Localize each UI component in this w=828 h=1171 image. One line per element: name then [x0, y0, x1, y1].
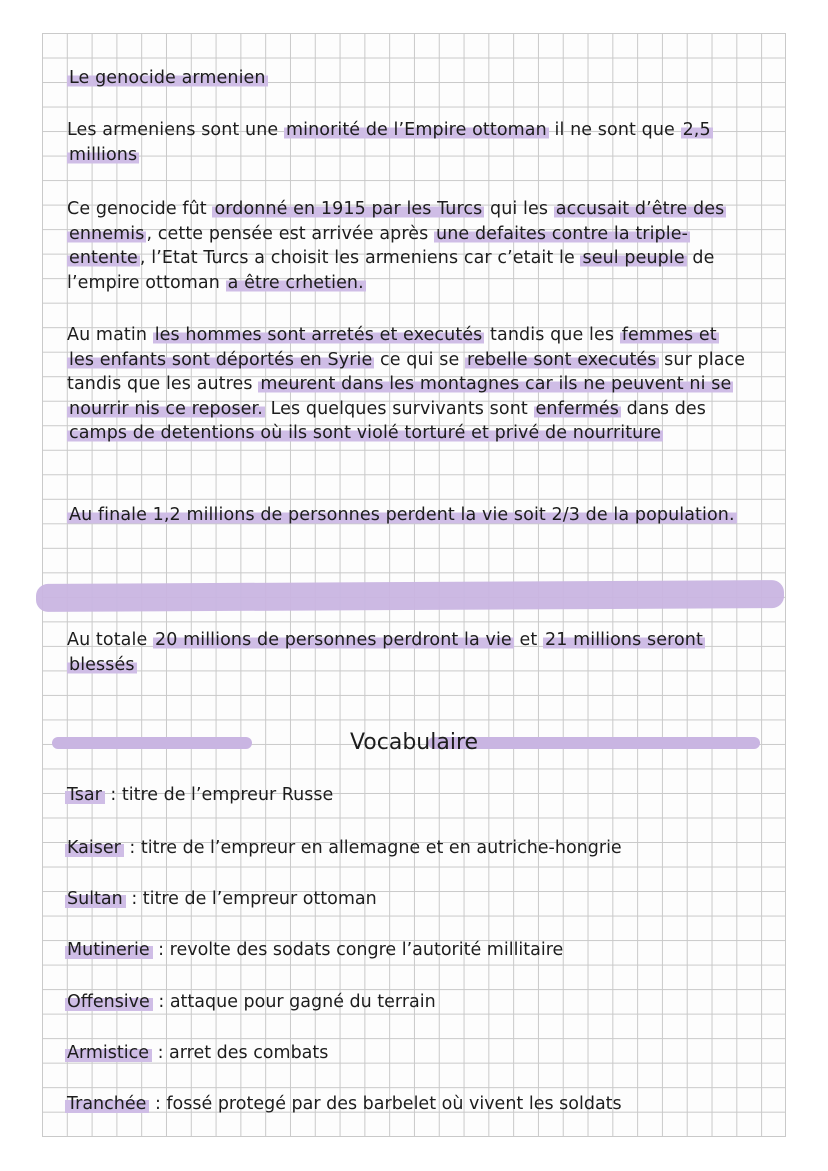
- vocab-term: Tranchée: [65, 1094, 149, 1114]
- highlight: 2,5 millions: [69, 120, 711, 165]
- highlight: camps de detentions où ils sont violé torturé et privé de nourriture: [69, 423, 662, 443]
- vocab-def: : fossé protegé par des barbelet où vivent les soldats: [149, 1094, 622, 1114]
- vocab-item: [67, 1092, 767, 1116]
- vocab-item: [67, 783, 767, 807]
- text: Les quelques survivants sont: [270, 398, 528, 419]
- highlight: une defaites contre la triple-entente: [69, 223, 689, 268]
- text: dans des: [626, 398, 707, 419]
- highlight: Au finale 1,2 millions de personnes perdent la vie soit 2/3 de la population.: [69, 505, 735, 525]
- text: ce qui se: [380, 349, 460, 370]
- text: tandis que les: [490, 325, 615, 345]
- vocab-term: Offensive: [65, 992, 153, 1012]
- vocab-term: Mutinerie: [65, 940, 153, 960]
- highlight: meurent dans les montagnes car ils ne peuvent ni se nourrir nis ce reposer.: [69, 374, 732, 419]
- text: il ne sont que: [554, 120, 675, 140]
- vocab-def: : revolte des sodats congre l’autorité millitaire: [152, 940, 564, 960]
- highlight: ordonné en 1915 par les Turcs: [214, 199, 483, 219]
- vocab-def: : titre de l’empreur ottoman: [125, 889, 377, 909]
- highlight: rebelle sont executés: [467, 349, 657, 370]
- vocab-term: Armistice: [65, 1043, 152, 1063]
- vocab-item: [67, 938, 767, 962]
- vocab-term: Sultan: [65, 889, 126, 909]
- text: et: [519, 630, 538, 650]
- text: , l’Etat Turcs a choisit les armeniens car c’etait le: [139, 248, 575, 268]
- highlight: 20 millions de personnes perdront la vie: [154, 630, 512, 650]
- paragraph-genocide-order: [67, 197, 747, 295]
- text: Au matin: [67, 325, 148, 345]
- highlight: femmes et les enfants sont déportés en Syrie: [69, 325, 717, 370]
- paragraph-ww1-total: [67, 628, 747, 677]
- separator-stroke: [36, 580, 784, 612]
- text: sur place tandis que les autres: [67, 349, 746, 394]
- page-title: [67, 66, 747, 91]
- vocab-item: [67, 1041, 767, 1065]
- vocab-item: [67, 836, 767, 860]
- text: Ce genocide fût: [67, 199, 207, 219]
- highlight: a être crhetien.: [227, 272, 364, 293]
- highlight: seul peuple: [582, 248, 685, 268]
- highlight: minorité de l’Empire ottoman: [285, 120, 547, 140]
- vocab-term: Tsar: [65, 785, 105, 805]
- text: Les armeniens sont une: [67, 120, 279, 140]
- text: Au totale: [67, 630, 148, 650]
- title-highlight: Le genocide armenien: [69, 68, 266, 88]
- vocab-def: : titre de l’empreur en allemagne et en autriche-hongrie: [123, 838, 622, 858]
- text: de l’empire ottoman: [67, 248, 715, 293]
- paragraph-minority: [67, 118, 747, 167]
- vocab-item: [67, 990, 767, 1014]
- vocab-heading: Vocabulaire: [349, 730, 479, 755]
- vocab-def: : arret des combats: [152, 1043, 329, 1063]
- vocab-item: [67, 887, 767, 911]
- vocab-def: : titre de l’empreur Russe: [104, 785, 334, 805]
- highlight: 21 millions seront blessés: [69, 630, 703, 675]
- paragraph-death-toll: [67, 503, 747, 528]
- paragraph-deportation: [67, 323, 747, 446]
- text: , cette pensée est arrivée après: [146, 223, 429, 244]
- vocab-term: Kaiser: [65, 838, 124, 858]
- highlight: accusait d’être des ennemis: [69, 199, 725, 244]
- vocab-def: : attaque pour gagné du terrain: [152, 992, 436, 1012]
- highlight: les hommes sont arretés et executés: [154, 325, 483, 345]
- highlight: enfermés: [535, 398, 619, 419]
- text: qui les: [490, 199, 549, 219]
